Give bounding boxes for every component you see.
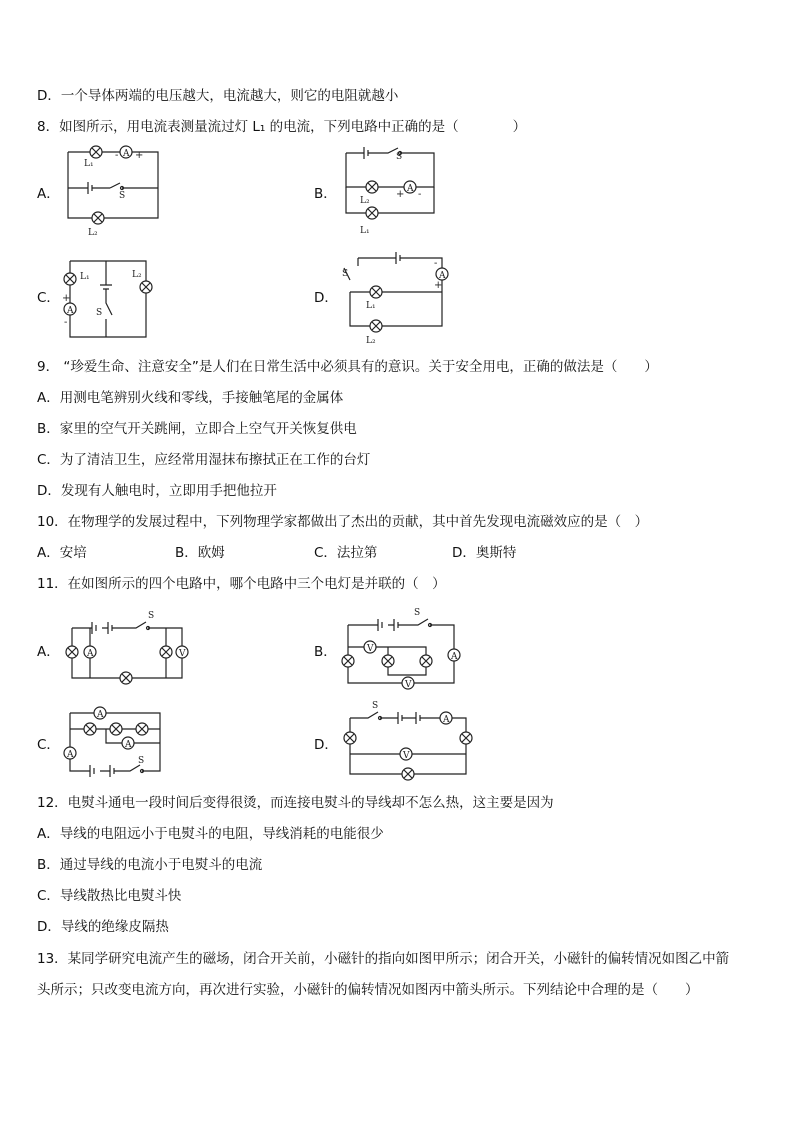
circuit-wire	[86, 725, 94, 733]
circuit-wire	[68, 648, 76, 656]
q12-stem: 12．电熨斗通电一段时间后变得很烫，而连接电熨斗的导线却不怎么热，这主要是因为	[37, 795, 554, 811]
circuit-label: L₂	[360, 196, 370, 206]
circuit-wire	[368, 183, 376, 191]
circuit-label: +	[135, 150, 144, 161]
circuit-wire	[66, 275, 74, 283]
circuit-wire	[162, 648, 170, 656]
ammeter-letter: A	[123, 149, 130, 159]
circuit-wire	[112, 725, 120, 733]
circuit-label: A	[67, 750, 74, 760]
circuit-label: S	[414, 608, 421, 618]
circuit-label: L₂	[88, 228, 98, 238]
q8-label-c: C．	[37, 290, 60, 306]
circuit-wire	[422, 657, 430, 665]
q13-stem-line2: 头所示；只改变电流方向，再次进行实验，小磁针的偏转情况如图丙中箭头所示。下列结论中合理的是（ ）	[37, 982, 699, 998]
circuit-wire	[344, 657, 352, 665]
circuit-label: S	[396, 152, 403, 162]
circuit-label: -	[418, 189, 422, 200]
q9-option-b: B．家里的空气开关跳闸，立即合上空气开关恢复供电	[37, 421, 357, 437]
circuit-label: L₁	[84, 159, 94, 169]
circuit-wire	[68, 152, 158, 218]
circuit-wire	[346, 734, 354, 742]
circuit-wire	[344, 252, 442, 326]
circuit-label: V	[403, 751, 410, 761]
circuit-wire	[348, 619, 454, 683]
q12-option-a: A．导线的电阻远小于电熨斗的电阻，导线消耗的电能很少	[37, 826, 384, 842]
circuit-label: +	[396, 189, 405, 200]
q11-label-c: C．	[37, 737, 60, 753]
q8-circuit-b	[338, 143, 448, 243]
circuit-label: L₁	[366, 301, 376, 311]
q9-option-a: A．用测电笔辨别火线和零线，手接触笔尾的金属体	[37, 390, 344, 406]
circuit-wire	[372, 322, 380, 330]
circuit-label: S	[148, 611, 155, 621]
q11-stem: 11．在如图所示的四个电路中，哪个电路中三个电灯是并联的（ ）	[37, 576, 446, 592]
circuit-label: A	[407, 184, 414, 194]
q8-circuit-c	[58, 257, 158, 347]
circuit-label: A	[87, 649, 94, 659]
circuit-label: S	[138, 756, 145, 766]
circuit-label: L₂	[132, 270, 142, 280]
circuit-label: A	[443, 715, 450, 725]
circuit-label: +	[62, 293, 71, 304]
circuit-wire	[68, 182, 158, 194]
circuit-label: V	[367, 644, 374, 654]
circuit-label: L₁	[80, 272, 90, 282]
circuit-label: -	[64, 317, 68, 328]
circuit-wire	[462, 734, 470, 742]
circuit-label: S	[119, 191, 126, 201]
q7-option-d: D．一个导体两端的电压越大，电流越大，则它的电阻就越小	[37, 88, 399, 104]
q8-label-b: B．	[314, 186, 337, 202]
q10-option-b: B．欧姆	[175, 545, 225, 561]
circuit-label: A	[439, 271, 446, 281]
q10-option-d: D．奥斯特	[452, 545, 517, 561]
circuit-wire	[94, 214, 102, 222]
q12-option-b: B．通过导线的电流小于电熨斗的电流	[37, 857, 263, 873]
circuit-wire	[92, 148, 100, 156]
q10-option-c: C．法拉第	[314, 545, 378, 561]
circuit-wire	[138, 725, 146, 733]
circuit-label: V	[179, 649, 186, 659]
q10-stem: 10．在物理学的发展过程中，下列物理学家都做出了杰出的贡献，其中首先发现电流磁效应的是（ ）	[37, 514, 649, 530]
circuit-label: +	[434, 280, 443, 291]
circuit-label: S	[372, 701, 379, 711]
q9-option-d: D．发现有人触电时，立即用手把他拉开	[37, 483, 277, 499]
q11-circuit-a	[62, 612, 192, 692]
q11-circuit-d	[338, 700, 488, 785]
q13-stem-line1: 13．某同学研究电流产生的磁场，闭合开关前，小磁针的指向如图甲所示；闭合开关，小磁针的偏转情况如图乙中箭	[37, 951, 730, 967]
circuit-wire	[388, 667, 426, 675]
q8-circuit-d	[338, 246, 458, 346]
circuit-label: L₂	[366, 336, 376, 346]
circuit-label: S	[96, 308, 103, 318]
circuit-wire	[372, 288, 380, 296]
circuit-label: A	[97, 710, 104, 720]
q9-option-c: C．为了清洁卫生，应经常用湿抹布擦拭正在工作的台灯	[37, 452, 371, 468]
circuit-label: L₁	[360, 226, 370, 236]
q8-stem: 8．如图所示，用电流表测量流过灯 L₁ 的电流，下列电路中正确的是（ ）	[37, 119, 527, 135]
circuit-wire	[142, 283, 150, 291]
circuit-label: -	[115, 150, 119, 161]
q10-option-a: A．安培	[37, 545, 87, 561]
q8-label-d: D．	[314, 290, 338, 306]
circuit-label: V	[405, 680, 412, 690]
q8-label-a: A．	[37, 186, 60, 202]
circuit-label: A	[67, 306, 74, 316]
circuit-wire	[404, 770, 412, 778]
circuit-wire	[346, 147, 434, 187]
circuit-label: -	[434, 258, 438, 269]
q11-label-a: A．	[37, 644, 60, 660]
circuit-wire	[368, 209, 376, 217]
q8-circuit-a	[60, 140, 170, 240]
q9-stem: 9． “珍爱生命、注意安全”是人们在日常生活中必须具有的意识。关于安全用电，正确的做法是（ ）	[37, 359, 658, 375]
q11-label-b: B．	[314, 644, 337, 660]
circuit-label: A	[451, 652, 458, 662]
q12-option-c: C．导线散热比电熨斗快	[37, 888, 182, 904]
q11-circuit-c	[60, 705, 170, 780]
circuit-wire	[348, 647, 426, 655]
q11-label-d: D．	[314, 737, 338, 753]
q11-circuit-b	[338, 605, 468, 690]
q12-option-d: D．导线的绝缘皮隔热	[37, 919, 169, 935]
circuit-wire	[384, 657, 392, 665]
circuit-wire	[100, 261, 112, 337]
circuit-label: S	[342, 269, 349, 279]
circuit-wire	[122, 674, 130, 682]
circuit-label: A	[125, 740, 132, 750]
